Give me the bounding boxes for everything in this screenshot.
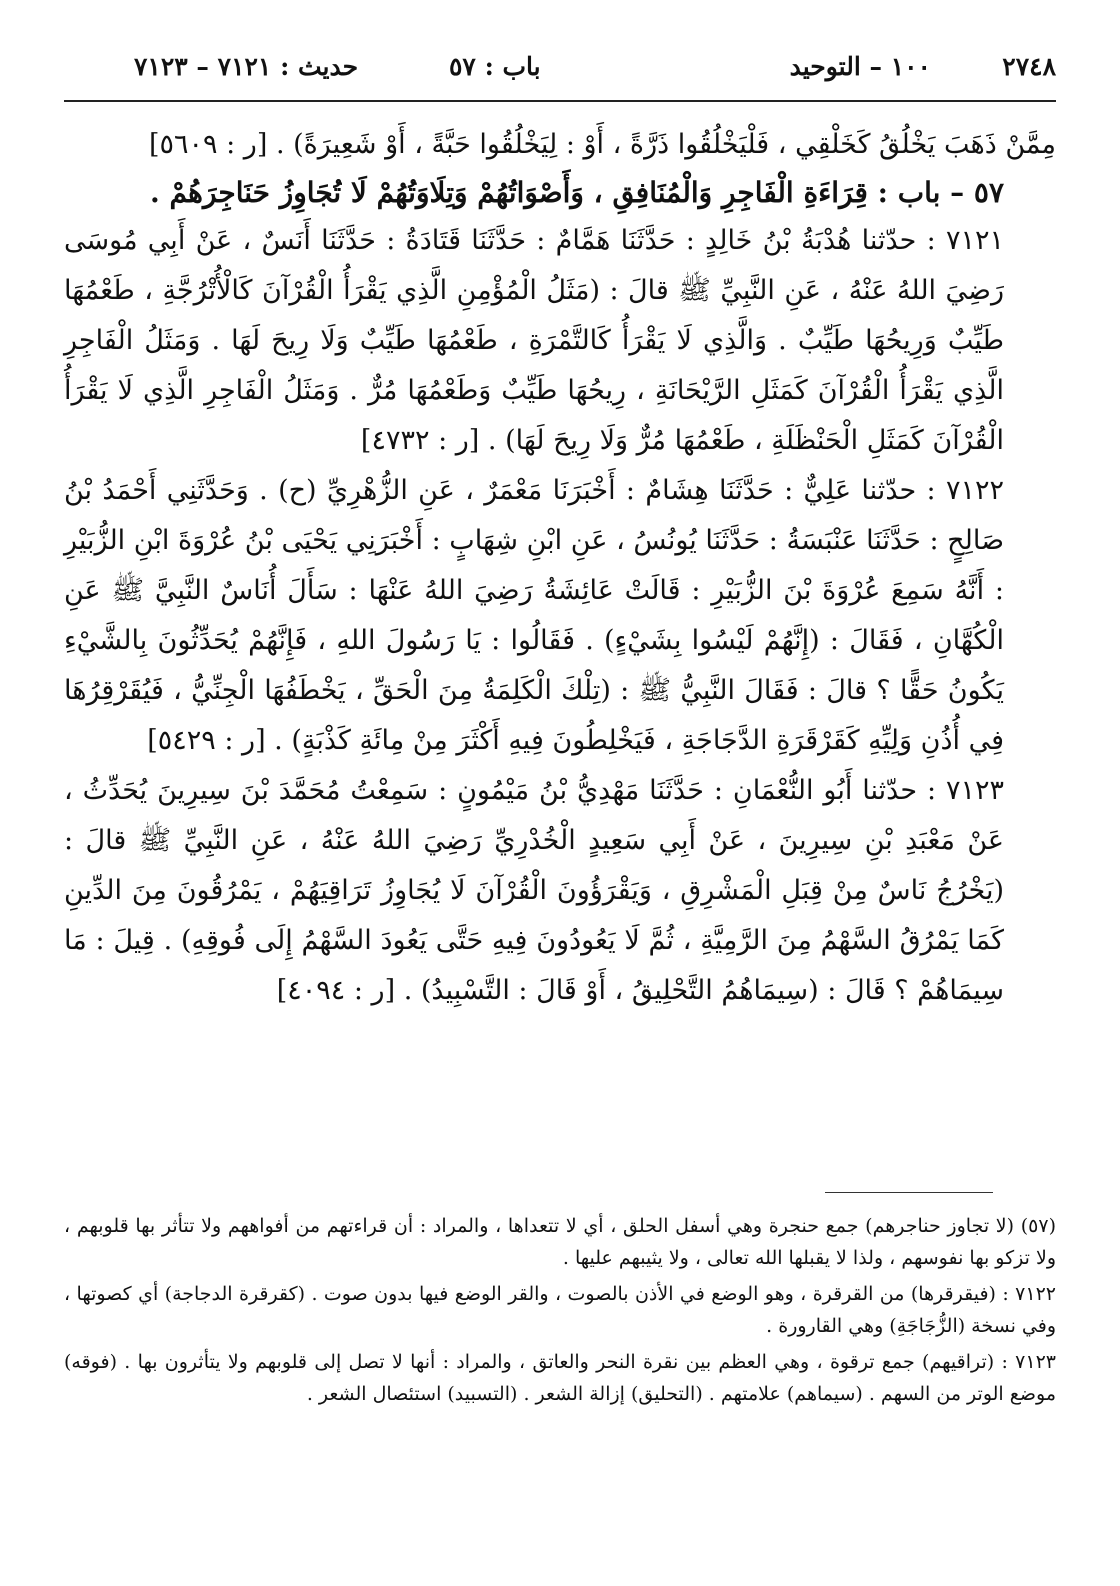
footnote-7123: ٧١٢٣ : (تراقيهم) جمع ترقوة ، وهي العظم بين نقرة النحر والعاتق ، والمراد : أنها لا تصل إلى قلوبهم ولا يتأثرون بها . (فوقه) موضع الوتر من السهم . (سيماهم) علامتهم . (التحليق) إزالة الشعر . (التسبيد) استئصال الشعر . xyxy=(64,1351,1056,1405)
hadith-7123: ٧١٢٣ : حدّثنا أَبُو النُّعْمَانِ : حَدَّثَنَا مَهْدِيُّ بْنُ مَيْمُونٍ : سَمِعْتُ مُحَمَّدَ بْنَ سِيرِينَ يُحَدِّثُ ، عَنْ مَعْبَدِ بْنِ سِيرِينَ ، عَنْ أَبِي سَعِيدٍ الْخُدْرِيِّ رَضِيَ اللهُ عَنْهُ ، عَنِ النَّبِيِّ ﷺ قالَ : (يَخْرُجُ نَاسٌ مِنْ قِبَلِ الْمَشْرِقِ ، وَيَقْرَؤُونَ الْقُرْآنَ لَا يُجَاوِزُ تَرَاقِيَهُمْ ، يَمْرُقُونَ مِنَ الدِّينِ كَمَا يَمْرُقُ السَّهْمُ مِنَ الرَّمِيَّةِ ، ثُمَّ لَا يَعُودُونَ فِيهِ حَتَّى يَعُودَ السَّهْمُ إِلَى فُوقِهِ) . قِيلَ : مَا سِيمَاهُمْ ؟ قَالَ : (سِيمَاهُمُ التَّحْلِيقُ ، أَوْ قَالَ : التَّسْبِيدُ) . [ر : ٤٠٩٤] xyxy=(64,775,1005,1006)
chapter-heading: ٥٧ – باب : قِرَاءَةِ الْفَاجِرِ وَالْمُنَافِقِ ، وَأَصْوَاتُهُمْ وَتِلَاوَتُهُمْ لَا تُجَاوِزُ حَنَاجِرَهُمْ . xyxy=(150,176,1004,209)
hadith-range: حديث : ٧١٢١ – ٧١٢٣ xyxy=(134,52,359,81)
page-number: ٢٧٤٨ xyxy=(1002,52,1056,81)
intro-line: مِمَّنْ ذَهَبَ يَخْلُقُ كَخَلْقِي ، فَلْيَخْلُقُوا ذَرَّةً ، أَوْ : لِيَخْلُقُوا حَبَّةً ، أَوْ شَعِيرَةً) . [ر : ٥٦٠٩] xyxy=(148,129,1056,160)
footnote-divider xyxy=(825,1192,993,1193)
main-text xyxy=(64,120,1056,1016)
hadith-7121: ٧١٢١ : حدّثنا هُدْبَةُ بْنُ خَالِدٍ : حَدَّثَنَا هَمَّامٌ : حَدَّثَنَا قَتَادَةُ : حَدَّثَنَا أَنَسٌ ، عَنْ أَبِي مُوسَى رَضِيَ اللهُ عَنْهُ ، عَنِ النَّبِيِّ ﷺ قالَ : (مَثَلُ الْمُؤْمِنِ الَّذِي يَقْرَأُ الْقُرْآنَ كَالْأُتْرُجَّةِ ، طَعْمُهَا طَيِّبٌ وَرِيحُهَا طَيِّبٌ . وَالَّذِي لَا يَقْرَأُ كَالتَّمْرَةِ ، طَعْمُهَا طَيِّبٌ وَلَا رِيحَ لَهَا . وَمَثَلُ الْفَاجِرِ الَّذِي يَقْرَأُ الْقُرْآنَ كَمَثَلِ الرَّيْحَانَةِ ، رِيحُهَا طَيِّبٌ وَطَعْمُهَا مُرٌّ . وَمَثَلُ الْفَاجِرِ الَّذِي لَا يَقْرَأُ الْقُرْآنَ كَمَثَلِ الْحَنْظَلَةِ ، طَعْمُهَا مُرٌّ وَلَا رِيحَ لَهَا) . [ر : ٤٧٣٢] xyxy=(64,225,1004,456)
hadith-7122: ٧١٢٢ : حدّثنا عَلِيٌّ : حَدَّثَنَا هِشَامٌ : أَخْبَرَنَا مَعْمَرٌ ، عَنِ الزُّهْرِيِّ (ح) . وَحَدَّثَنِي أَحْمَدُ بْنُ صَالِحٍ : حَدَّثَنَا عَنْبَسَةُ : حَدَّثَنَا يُونُسُ ، عَنِ ابْنِ شِهَابٍ : أَخْبَرَنِي يَحْيَى بْنُ عُرْوَةَ ابْنِ الزُّبَيْرِ : أَنَّهُ سَمِعَ عُرْوَةَ بْنَ الزُّبَيْرِ : قَالَتْ عَائِشَةُ رَضِيَ اللهُ عَنْهَا : سَأَلَ أُنَاسٌ النَّبِيَّ ﷺ عَنِ الْكُهَّانِ ، فَقَالَ : (إِنَّهُمْ لَيْسُوا بِشَيْءٍ) . فَقَالُوا : يَا رَسُولَ اللهِ ، فَإِنَّهُمْ يُحَدِّثُونَ بِالشَّيْءِ يَكُونُ حَقًّا ؟ قالَ : فَقَالَ النَّبِيُّ ﷺ : (تِلْكَ الْكَلِمَةُ مِنَ الْحَقِّ ، يَخْطَفُهَا الْجِنِّيُّ ، فَيُقَرْقِرُهَا فِي أُذُنِ وَلِيِّهِ كَقَرْقَرَةِ الدَّجَاجَةِ ، فَيَخْلِطُونَ فِيهِ أَكْثَرَ مِنْ مِائَةِ كَذْبَةٍ) . [ر : ٥٤٢٩] xyxy=(64,475,1004,756)
chapter-ref: باب : ٥٧ xyxy=(449,52,541,81)
header-divider xyxy=(64,100,1056,102)
book-title: ١٠٠ – التوحيد xyxy=(789,52,931,81)
footnotes xyxy=(64,1210,1056,1414)
footnote-7122: ٧١٢٢ : (فيقرقرها) من القرقرة ، وهو الوضع في الأذن بالصوت ، والقر الوضع فيها بدون صوت . (كقرقرة الدجاجة) أي كصوتها ، وفي نسخة (الزُّجَاجَةِ) وهي القارورة . xyxy=(64,1283,1056,1337)
page-header xyxy=(64,48,1056,92)
footnote-57: (٥٧) (لا تجاوز حناجرهم) جمع حنجرة وهي أسفل الحلق ، أي لا تتعداها ، والمراد : أن قراءتهم من أفواههم ولا تتأثر بها قلوبهم ، ولا تزكو بها نفوسهم ، ولذا لا يقبلها الله تعالى ، ولا يثيبهم عليها . xyxy=(64,1215,1056,1269)
